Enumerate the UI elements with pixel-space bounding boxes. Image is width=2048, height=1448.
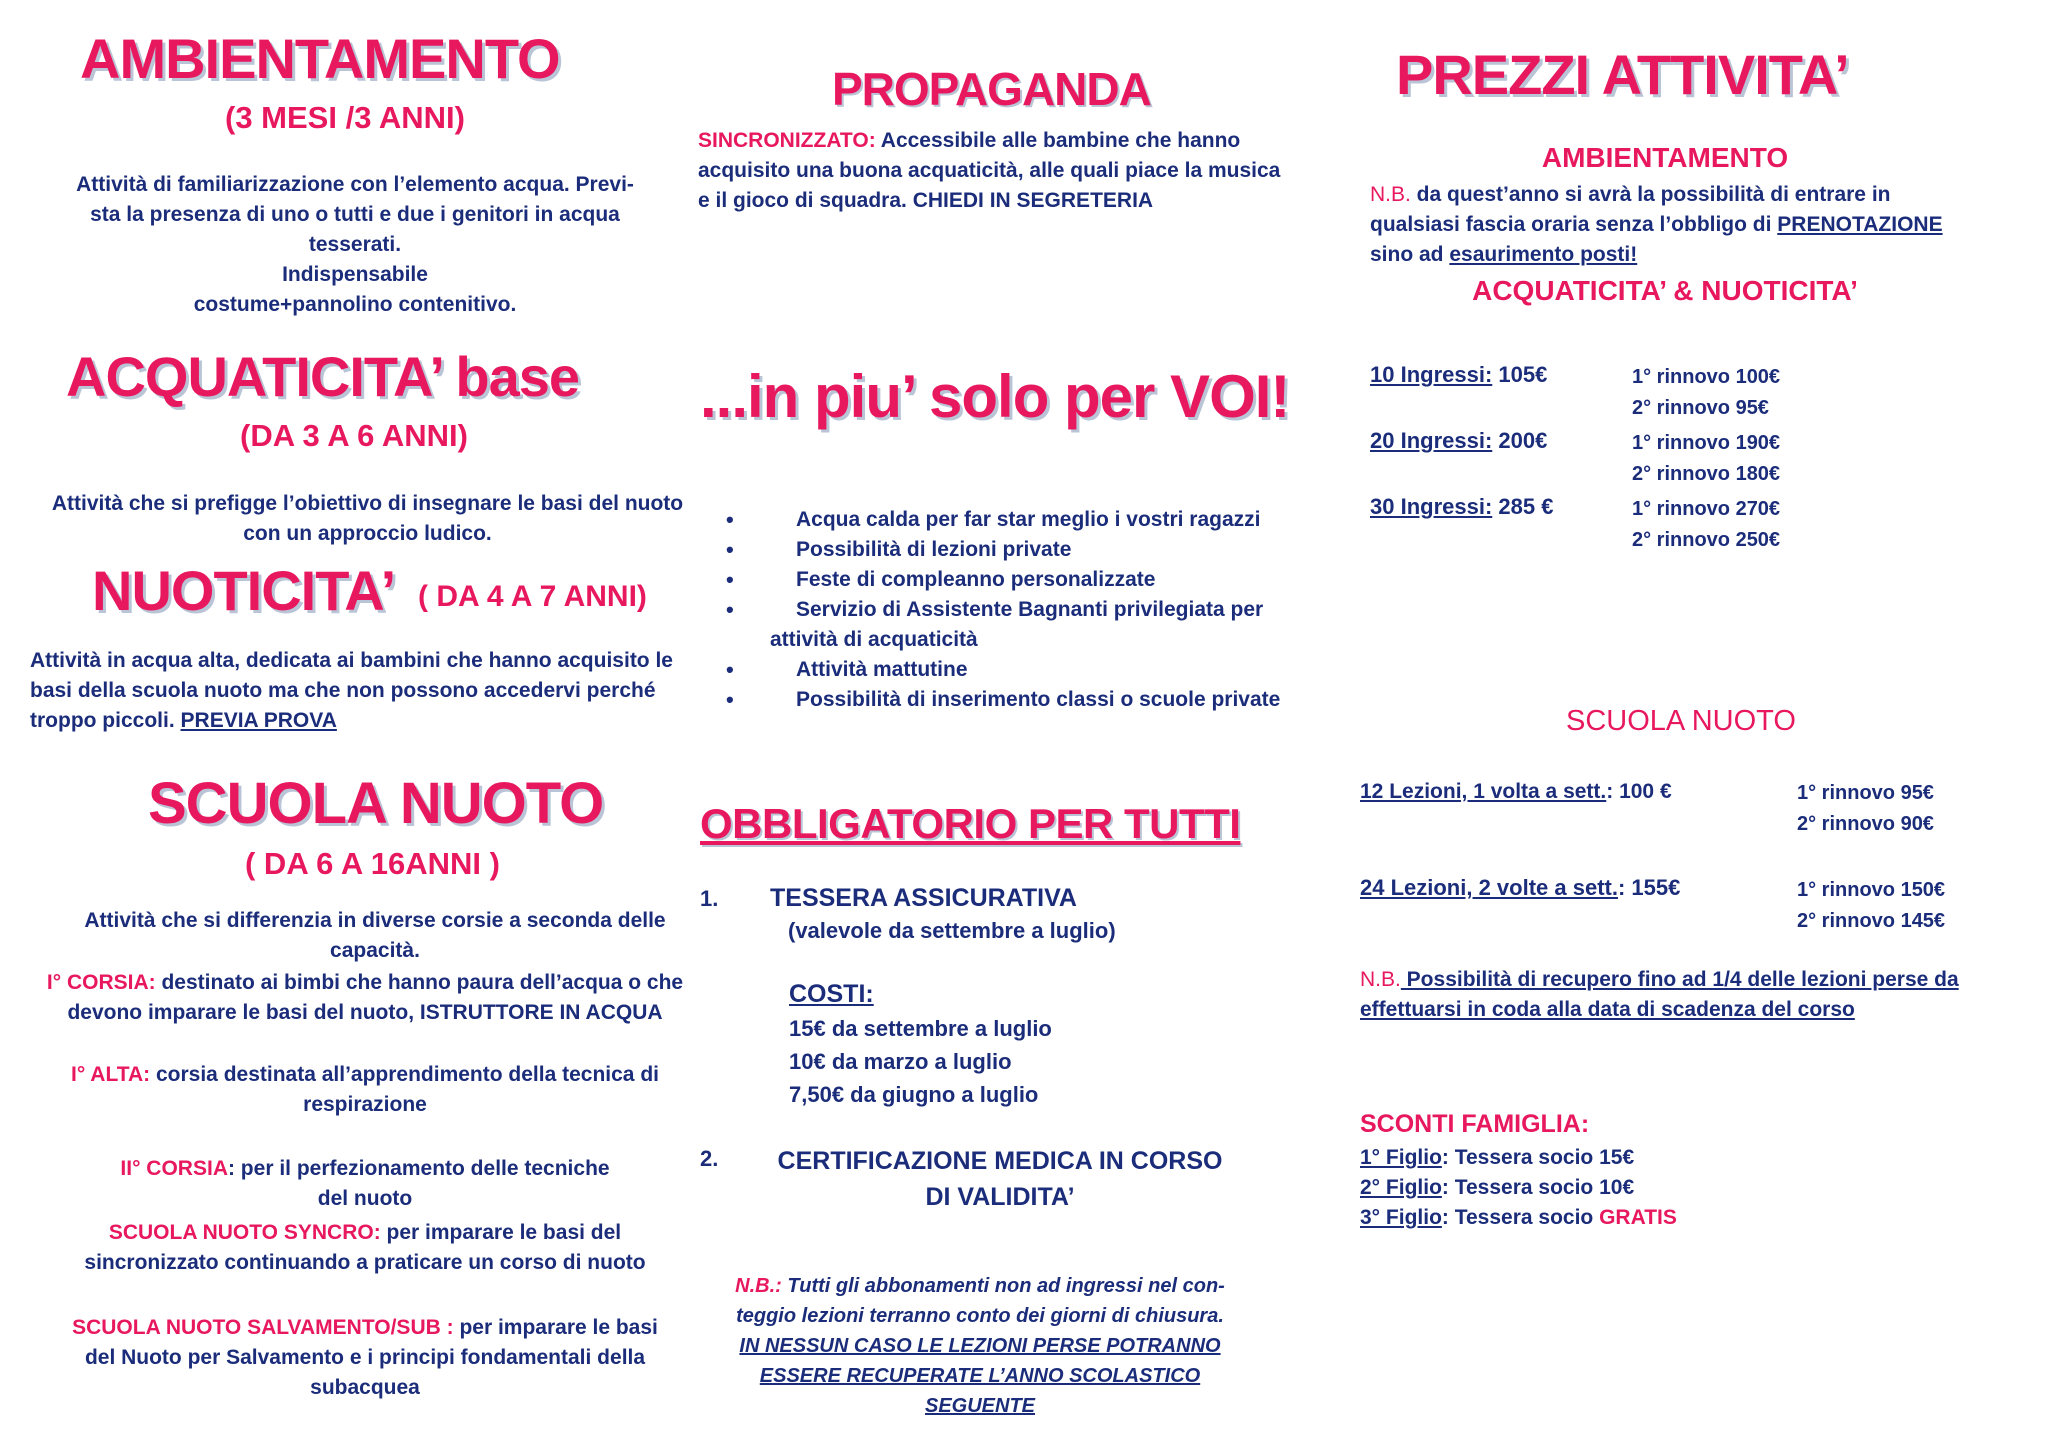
sconto-label: 3° Figlio — [1360, 1206, 1442, 1229]
rinnovo-2: 2° rinnovo 95€ — [1632, 397, 1769, 419]
sconto-label: 2° Figlio — [1360, 1176, 1442, 1199]
recupero-nb — [1360, 965, 2020, 1025]
ingresso-rinnovi — [1632, 428, 1780, 490]
extra-title: ...in piu’ solo per VOI! — [700, 363, 1290, 430]
corsia-1-line: devono imparare le basi del nuoto, ISTRUTTORE IN ACQUA — [67, 1001, 663, 1024]
nuoticita-desc — [30, 646, 730, 736]
extra-item: • Possibilità di lezioni private — [726, 535, 1326, 565]
ambientamento-desc — [40, 170, 670, 320]
rinnovo-1: 1° rinnovo 150€ — [1797, 879, 1946, 901]
ingresso-price: 285 € — [1492, 494, 1554, 519]
corsia-salvamento-label: SCUOLA NUOTO SALVAMENTO/SUB : — [72, 1316, 454, 1339]
extra-item: • Servizio di Assistente Bagnanti privilegiata per — [726, 595, 1326, 625]
costi-label: COSTI: — [789, 980, 874, 1008]
costo-item: 10€ da marzo a luglio — [789, 1049, 1012, 1074]
ingresso-rinnovi — [1632, 494, 1780, 556]
scuola-nuoto-desc-line: capacità. — [330, 939, 420, 962]
propaganda-desc — [698, 126, 1318, 216]
corsia-2-line — [20, 1154, 710, 1184]
ambientamento-desc-line: Attività di familiarizzazione con l’elemento acqua. Previ- — [76, 173, 634, 196]
corsia-salvamento-text: per imparare le basi — [453, 1316, 658, 1339]
extra-item-cont — [726, 625, 1326, 655]
lezione-row — [1360, 875, 1680, 901]
acquaticita-desc — [25, 489, 710, 549]
ingresso-label: 10 Ingressi: — [1370, 362, 1493, 387]
sconto-row — [1360, 1143, 1960, 1173]
sconti-list — [1360, 1143, 1960, 1233]
costo-item: 15€ da settembre a luglio — [789, 1016, 1052, 1041]
ingresso-label: 30 Ingressi: — [1370, 494, 1493, 519]
certificazione-line: DI VALIDITA’ — [925, 1183, 1075, 1211]
corsia-alta-text: corsia destinata all’apprendimento della tecnica di — [150, 1063, 659, 1086]
lezione-price: : 100 € — [1606, 780, 1672, 803]
sconto-text: : Tessera socio 10€ — [1441, 1176, 1635, 1199]
sconto-row — [1360, 1203, 1960, 1233]
lezione-rinnovi — [1797, 875, 1945, 937]
amb-nb-text: qualsiasi fascia oraria senza l’obbligo di — [1370, 213, 1778, 236]
nuoticita-desc-line: Attività in acqua alta, dedicata ai bambini che hanno acquisito le — [30, 649, 673, 672]
nb-line: IN NESSUN CASO LE LEZIONI PERSE POTRANNO — [739, 1335, 1221, 1357]
sconti-title: SCONTI FAMIGLIA: — [1360, 1110, 1590, 1138]
nb-line — [700, 1271, 1260, 1301]
corsia-syncro-label: SCUOLA NUOTO SYNCRO: — [108, 1221, 381, 1244]
extra-item: • Possibilità di inserimento classi o scuole private — [726, 685, 1326, 715]
recupero-line — [1360, 965, 2020, 995]
prezzi-title: PREZZI ATTIVITA’ — [1396, 43, 1849, 106]
ingresso-rinnovi — [1632, 362, 1780, 424]
corsia-2-label: II° CORSIA — [120, 1157, 228, 1180]
amb-nb-label: N.B. — [1370, 183, 1411, 206]
nb-line: teggio lezioni terranno conto dei giorni di chiusura. — [736, 1305, 1224, 1327]
ambientamento-title: AMBIENTAMENTO — [80, 27, 560, 90]
obbligatorio-title: OBBLIGATORIO PER TUTTI — [700, 800, 1241, 847]
corsia-syncro-line — [20, 1218, 710, 1248]
esaurimento-link[interactable]: esaurimento posti! — [1449, 243, 1638, 266]
previa-prova-link[interactable]: PREVIA PROVA — [180, 709, 337, 732]
lezione-label: 24 Lezioni, 2 volte a sett. — [1360, 875, 1618, 900]
scuola-nuoto-desc — [30, 906, 720, 966]
corsia-syncro-text: per imparare le basi del — [380, 1221, 622, 1244]
nb-line: ESSERE RECUPERATE L’ANNO SCOLASTICO — [759, 1365, 1201, 1387]
sconto-row — [1360, 1173, 1960, 1203]
propaganda-desc-line: acquisito una buona acquaticità, alle quali piace la musica — [698, 159, 1281, 182]
ambientamento-desc-line: sta la presenza di uno o tutti e due i genitori in acqua — [90, 203, 620, 226]
corsia-2-line: del nuoto — [317, 1187, 413, 1210]
prezzi-ambientamento-title: AMBIENTAMENTO — [1541, 142, 1789, 173]
ingresso-row — [1370, 494, 1553, 520]
nuoticita-desc-line: basi della scuola nuoto ma che non possono accedervi perché — [30, 679, 656, 702]
recupero-label: N.B. — [1360, 968, 1401, 991]
prenotazione-link[interactable]: PRENOTAZIONE — [1777, 213, 1943, 236]
obbligatorio-n1: 1. — [700, 886, 719, 911]
sconto-text: : Tessera socio — [1441, 1206, 1600, 1229]
rinnovo-2: 2° rinnovo 145€ — [1797, 910, 1946, 932]
rinnovo-1: 1° rinnovo 270€ — [1632, 498, 1781, 520]
corsia-2-text: : per il perfezionamento delle tecniche — [227, 1157, 610, 1180]
nuoticita-age: ( DA 4 A 7 ANNI) — [418, 580, 647, 613]
obbligatorio-nb — [700, 1271, 1260, 1421]
ingresso-row — [1370, 428, 1547, 454]
corsia-salvamento-line: del Nuoto per Salvamento e i principi fondamentali della — [84, 1346, 646, 1369]
amb-nb-text: da quest’anno si avrà la possibilità di entrare in — [1410, 183, 1891, 206]
rinnovo-2: 2° rinnovo 250€ — [1632, 529, 1781, 551]
nuoticita-desc-line — [30, 706, 730, 736]
corsia-1-line — [20, 968, 710, 998]
rinnovo-1: 1° rinnovo 190€ — [1632, 432, 1781, 454]
costo-item: 7,50€ da giugno a luglio — [789, 1082, 1039, 1107]
tessera-validita: (valevole da settembre a luglio) — [788, 918, 1116, 943]
acquaticita-desc-line: con un approccio ludico. — [243, 522, 492, 545]
amb-nb-line — [1370, 210, 2000, 240]
ingresso-row — [1370, 362, 1547, 388]
corsia-1-text: destinato ai bimbi che hanno paura dell’acqua o che — [155, 971, 684, 994]
prezzi-ambientamento-nb — [1370, 180, 2000, 270]
lezione-rinnovi — [1797, 778, 1934, 840]
rinnovo-1: 1° rinnovo 100€ — [1632, 366, 1781, 388]
gratis-badge: GRATIS — [1599, 1206, 1677, 1229]
acq-nuot-title: ACQUATICITA’ & NUOTICITA’ — [1472, 275, 1858, 306]
corsia-salvamento-line — [20, 1313, 710, 1343]
rinnovo-2: 2° rinnovo 90€ — [1797, 813, 1934, 835]
ambientamento-desc-line: Indispensabile — [282, 263, 428, 286]
ambientamento-desc-line: costume+pannolino contenitivo. — [193, 293, 517, 316]
certificazione-line: CERTIFICAZIONE MEDICA IN CORSO — [777, 1147, 1223, 1175]
sconto-label: 1° Figlio — [1360, 1146, 1442, 1169]
acquaticita-desc-line: Attività che si prefigge l’obiettivo di insegnare le basi del nuoto — [51, 492, 684, 515]
ingresso-price: 105€ — [1492, 362, 1548, 387]
recupero-line: effettuarsi in coda alla data di scadenza del corso — [1360, 998, 1855, 1021]
corsia-salvamento-line: subacquea — [310, 1376, 420, 1399]
nuoticita-title: NUOTICITA’ — [92, 559, 396, 622]
acquaticita-title: ACQUATICITA’ base — [66, 345, 580, 408]
scuola-nuoto-age: ( DA 6 A 16ANNI ) — [245, 846, 500, 881]
certificazione-medica — [760, 1143, 1240, 1215]
ambientamento-age: (3 MESI /3 ANNI) — [225, 100, 465, 135]
amb-nb-line — [1370, 180, 2000, 210]
ingresso-price: 200€ — [1492, 428, 1548, 453]
lezione-price: : 155€ — [1617, 875, 1681, 900]
lezione-label: 12 Lezioni, 1 volta a sett. — [1360, 780, 1607, 803]
scuola-nuoto-desc-line: Attività che si differenzia in diverse corsie a seconda delle — [84, 909, 666, 932]
propaganda-title: PROPAGANDA — [832, 63, 1151, 115]
extra-item: • Attività mattutine — [726, 655, 1326, 685]
obbligatorio-n2: 2. — [700, 1146, 719, 1171]
ambientamento-desc-line: tesserati. — [308, 233, 402, 256]
rinnovo-2: 2° rinnovo 180€ — [1632, 463, 1781, 485]
corsia-alta-line — [20, 1060, 710, 1090]
lezione-row — [1360, 780, 1672, 804]
corsia-2 — [20, 1154, 710, 1214]
amb-nb-line — [1370, 240, 2000, 270]
extra-item: • Feste di compleanno personalizzate — [726, 565, 1326, 595]
prezzi-scuola-title: SCUOLA NUOTO — [1566, 705, 1796, 737]
propaganda-desc-line — [698, 126, 1318, 156]
acquaticita-age: (DA 3 A 6 ANNI) — [240, 418, 468, 453]
extra-item-cont-text: attività di acquaticità — [770, 628, 978, 651]
tessera-assicurativa: TESSERA ASSICURATIVA — [770, 884, 1077, 912]
corsia-1 — [20, 968, 710, 1028]
corsia-1-label: I° CORSIA: — [46, 971, 156, 994]
nb-line: SEGUENTE — [924, 1395, 1036, 1417]
propaganda-desc-line: e il gioco di squadra. CHIEDI IN SEGRETERIA — [698, 189, 1154, 212]
corsia-salvamento — [20, 1313, 710, 1403]
nb-label: N.B.: — [735, 1275, 782, 1297]
scuola-nuoto-title: SCUOLA NUOTO — [148, 771, 604, 836]
sconto-text: : Tessera socio 15€ — [1441, 1146, 1635, 1169]
nb-text: Tutti gli abbonamenti non ad ingressi nel con- — [781, 1275, 1225, 1297]
propaganda-text: Accessibile alle bambine che hanno — [875, 129, 1241, 152]
sincronizzato-label: SINCRONIZZATO: — [698, 129, 876, 152]
corsia-alta — [20, 1060, 710, 1120]
ingresso-label: 20 Ingressi: — [1370, 428, 1493, 453]
extra-list — [726, 505, 1326, 715]
amb-nb-text: sino ad — [1370, 243, 1450, 266]
corsia-syncro-line: sincronizzato continuando a praticare un corso di nuoto — [84, 1251, 646, 1274]
corsia-syncro — [20, 1218, 710, 1278]
recupero-text: Possibilità di recupero fino ad 1/4 delle lezioni perse da — [1400, 968, 1959, 991]
extra-item: • Acqua calda per far star meglio i vostri ragazzi — [726, 505, 1326, 535]
rinnovo-1: 1° rinnovo 95€ — [1797, 782, 1934, 804]
nuoticita-desc-text: troppo piccoli. — [30, 709, 175, 732]
corsia-alta-label: I° ALTA: — [71, 1063, 151, 1086]
corsia-alta-line: respirazione — [303, 1093, 427, 1116]
